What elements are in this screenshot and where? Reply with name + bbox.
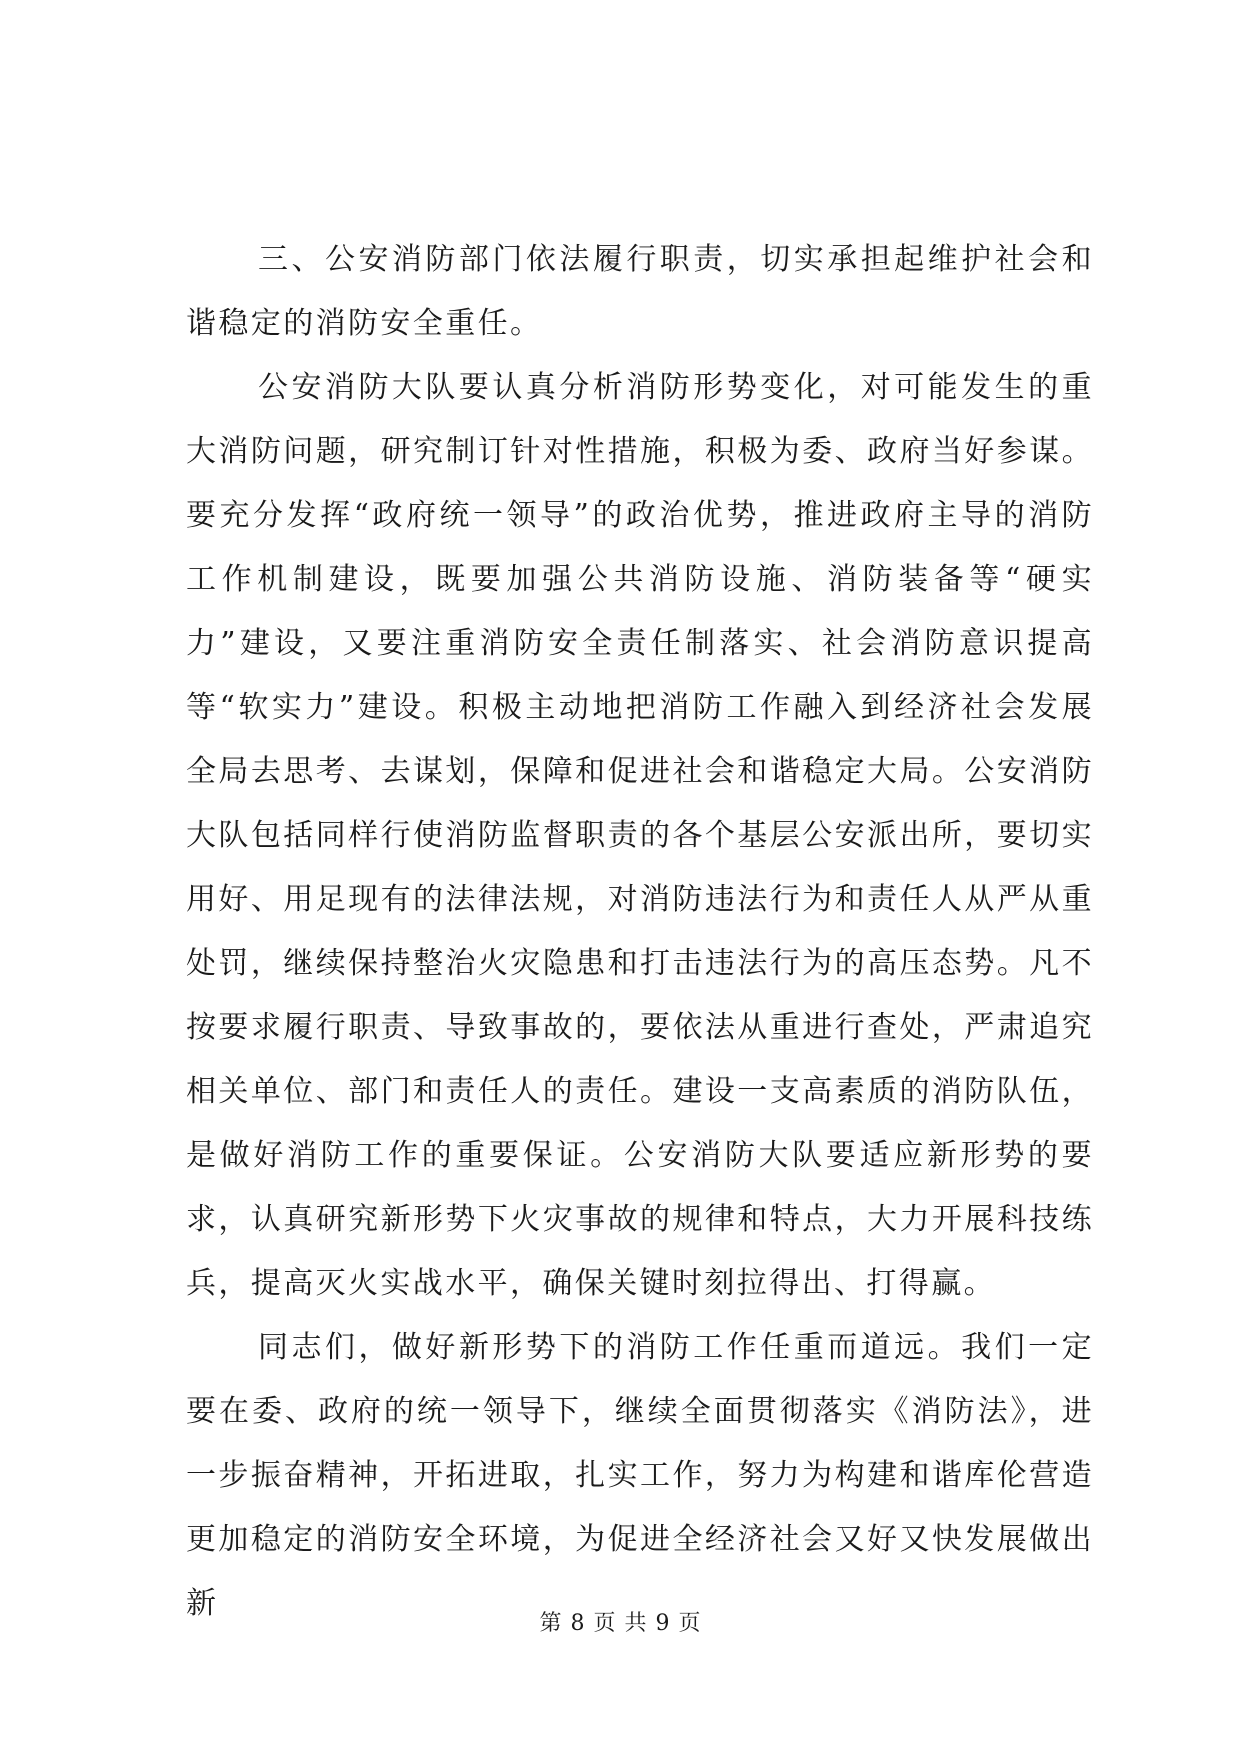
- closing-paragraph: 同志们，做好新形势下的消防工作任重而道远。我们一定要在委、政府的统一领导下，继续全面贯彻落实《消防法》，进一步振奋精神，开拓进取，扎实工作，努力为构建和谐库伦营造更加稳定的消防安全环境，为促进全经济社会又好又快发展做出新: [186, 1330, 1094, 1621]
- page-footer: 第 8 页 共 9 页: [539, 1611, 702, 1636]
- section-heading-paragraph: 三、公安消防部门依法履行职责，切实承担起维护社会和谐稳定的消防安全重任。: [186, 242, 1094, 341]
- body-paragraph: 公安消防大队要认真分析消防形势变化，对可能发生的重大消防问题，研究制订针对性措施，积极为委、政府当好参谋。要充分发挥“政府统一领导”的政治优势，推进政府主导的消防工作机制建设，既要加强公共消防设施、消防装备等“硬实力”建设，又要注重消防安全责任制落实、社会消防意识提高等“软实力”建设。积极主动地把消防工作融入到经济社会发展全局去思考、去谋划，保障和促进社会和谐稳定大局。公安消防大队包括同样行使消防监督职责的各个基层公安派出所，要切实用好、用足现有的法律法规，对消防违法行为和责任人从严从重处罚，继续保持整治火灾隐患和打击违法行为的高压态势。凡不按要求履行职责、导致事故的，要依法从重进行查处，严肃追究相关单位、部门和责任人的责任。建设一支高素质的消防队伍，是做好消防工作的重要保证。公安消防大队要适应新形势的要求，认真研究新形势下火灾事故的规律和特点，大力开展科技练兵，提高灭火实战水平，确保关键时刻拉得出、打得赢。: [186, 370, 1094, 1301]
- document-body: [186, 228, 1094, 1636]
